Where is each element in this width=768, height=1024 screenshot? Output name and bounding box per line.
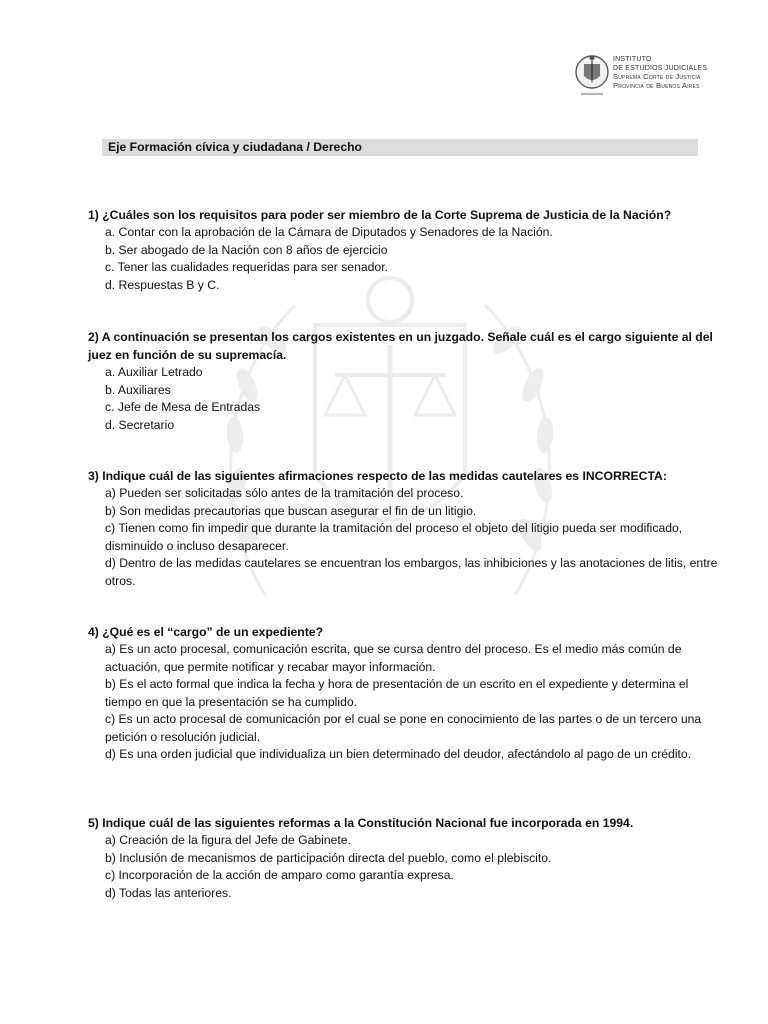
question-2-title: 2) A continuación se presentan los cargos existentes en un juzgado. Señale cuál es el cargo siguiente al del juez en función de su supremacía. — [88, 330, 713, 362]
court-line-2: Provincia de Buenos Aires — [613, 80, 700, 90]
section-title: Eje Formación cívica y ciudadana / Derecho — [108, 140, 363, 154]
institute-line-1: INSTITUTO — [613, 56, 652, 63]
court-line-1: Suprema Corte de Justicia — [613, 72, 701, 81]
option-3d: d) Dentro de las medidas cautelares se encuentran los embargos, las inhibiciones y las anotaciones de litis, entre otros. — [105, 556, 718, 588]
option-3c: c) Tienen como fin impedir que durante la tramitación del proceso el objeto del litigio pueda ser modificado, disminuido o incluso desaparecer. — [105, 521, 683, 553]
question-1-title: 1) ¿Cuáles son los requisitos para poder ser miembro de la Corte Suprema de Justicia de la Nación? — [88, 208, 672, 222]
question-5 — [88, 814, 718, 902]
question-3-title: 3) Indique cuál de las siguientes afirmaciones respecto de las medidas cautelares es INCORRECTA: — [88, 469, 667, 483]
question-2-options — [88, 364, 718, 434]
option-5c: c) Incorporación de la acción de amparo como garantía expresa. — [105, 868, 454, 882]
option-4d: d) Es una orden judicial que individualiza un bien determinado del deudor, afectándolo al pago de un crédito. — [105, 747, 692, 761]
option-2c: c. Jefe de Mesa de Entradas — [105, 400, 261, 414]
institute-name — [613, 56, 707, 90]
option-4a: a) Es un acto procesal, comunicación escrita, que se cursa dentro del proceso. Es el medio más común de actuación, que permite notificar y recabar mayor información. — [105, 642, 682, 674]
option-2b: b. Auxiliares — [105, 382, 171, 397]
option-1a: a. Contar con la aprobación de la Cámara de Diputados y Senadores de la Nación. — [105, 225, 553, 239]
option-2a: a. Auxiliar Letrado — [105, 365, 203, 379]
question-4 — [88, 623, 718, 764]
section-header-bar — [102, 139, 698, 156]
option-1b: b. Ser abogado de la Nación con 8 años de ejercicio — [105, 242, 388, 257]
institute-line-2: DE ESTUDIOS JUDICIALES — [613, 64, 708, 72]
option-3a: a) Pueden ser solicitadas sólo antes de la tramitación del proceso. — [105, 486, 464, 500]
question-4-options — [88, 641, 718, 764]
question-3-options — [88, 485, 718, 590]
question-4-title: 4) ¿Qué es el “cargo” de un expediente? — [88, 625, 324, 639]
option-4b: b) Es el acto formal que indica la fecha y hora de presentación de un escrito en el expediente y determina el tiempo en que la presentación se ha cumplido. — [105, 677, 689, 709]
option-2d: d. Secretario — [105, 417, 175, 432]
option-3b: b) Son medidas precautorias que buscan asegurar el fin de un litigio. — [105, 503, 477, 518]
question-5-options — [88, 832, 718, 902]
option-5b: b) Inclusión de mecanismos de participación directa del pueblo, como el plebiscito. — [105, 850, 552, 865]
institute-logo — [573, 52, 733, 104]
question-1 — [88, 206, 718, 294]
question-3 — [88, 467, 718, 590]
question-2 — [88, 328, 718, 434]
option-1d: d. Respuestas B y C. — [105, 277, 220, 292]
option-4c: c) Es un acto procesal de comunicación por el cual se pone en conocimiento de las partes o de un tercero una petición o resolución judicial. — [105, 712, 702, 744]
court-seal-icon — [573, 52, 611, 100]
option-5d: d) Todas las anteriores. — [105, 885, 232, 900]
option-1c: c. Tener las cualidades requeridas para ser senador. — [105, 260, 388, 274]
question-5-title: 5) Indique cuál de las siguientes reformas a la Constitución Nacional fue incorporada en 1994. — [88, 816, 634, 830]
option-5a: a) Creación de la figura del Jefe de Gabinete. — [105, 833, 351, 847]
question-1-options — [88, 224, 718, 294]
